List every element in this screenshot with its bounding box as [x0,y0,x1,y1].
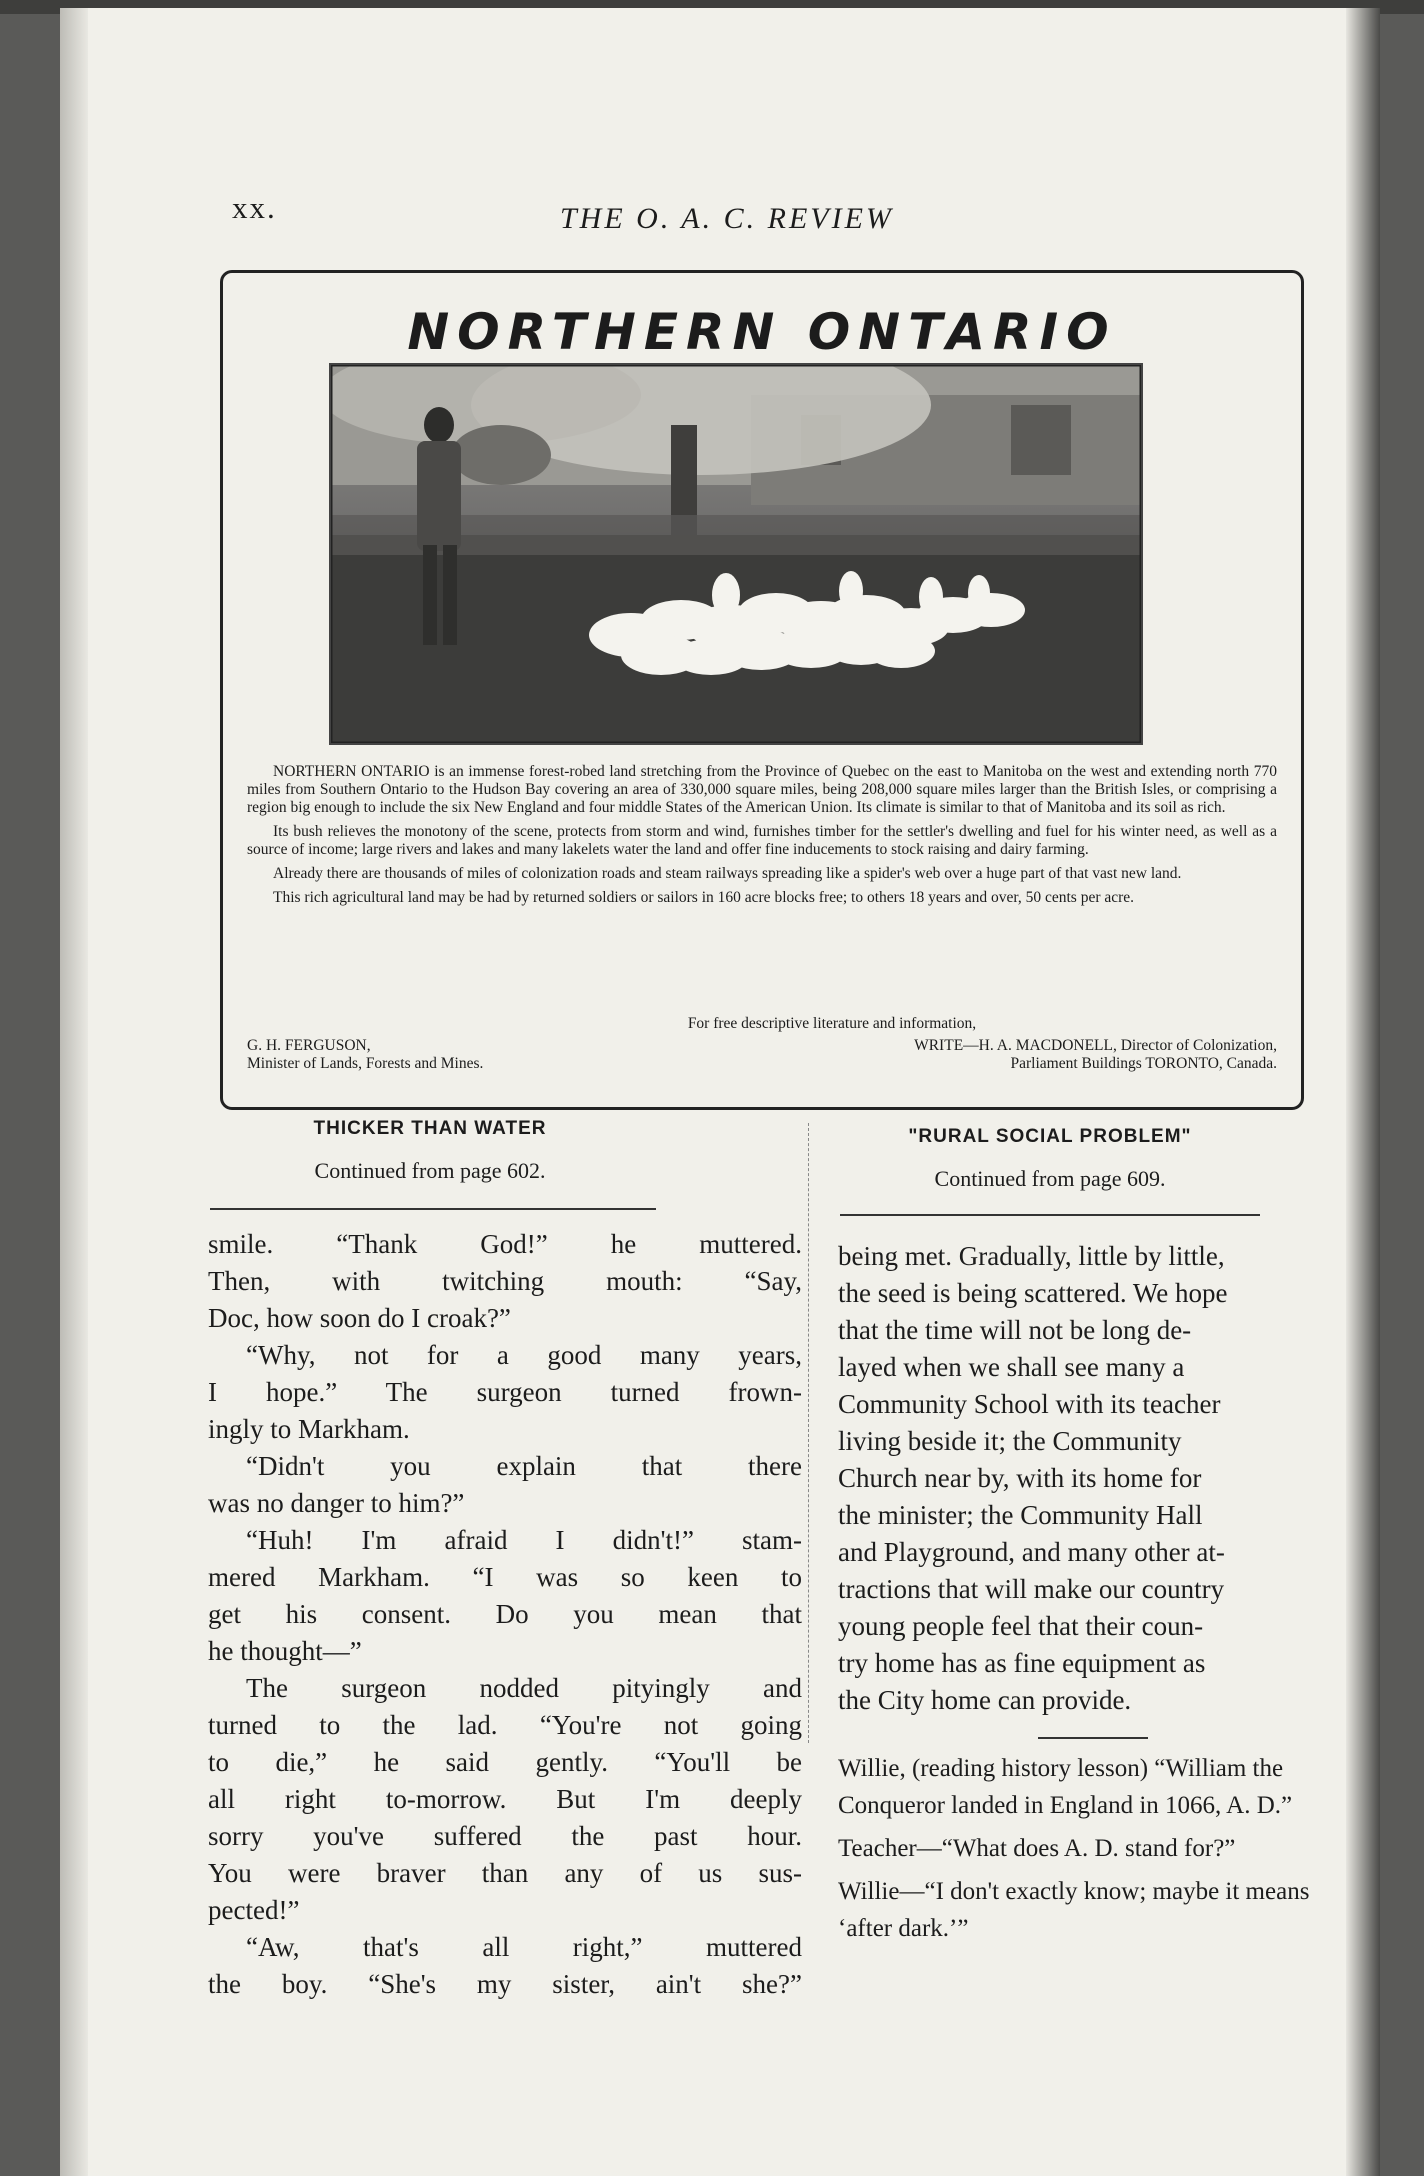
text-line: to die,” he said gently. “You'll be [208,1747,802,1777]
ad-footer [247,1015,1277,1073]
joke-line: Teacher—“What does A. D. stand for?” [838,1835,1236,1862]
text-line: mered Markham. “I was so keen to [208,1562,802,1592]
text-line: living beside it; the Community [838,1426,1182,1456]
text-line: I hope.” The surgeon turned frown- [208,1377,802,1407]
text-line: the minister; the Community Hall [838,1500,1203,1530]
left-column-rule [210,1208,656,1210]
ad-signatures [247,1037,1277,1073]
advertisement-box [220,270,1304,1110]
running-head: THE O. A. C. REVIEW [560,202,894,235]
text-line: tractions that will make our country [838,1574,1225,1604]
left-column-text [208,1226,802,2003]
text-line: try home has as fine equipment as [838,1648,1206,1678]
right-column-rule [840,1214,1260,1216]
text-line: he thought—” [208,1636,362,1666]
photo-farmer-body [417,441,461,551]
text-line: “Aw, that's all right,” muttered [246,1932,802,1962]
column-divider [808,1123,809,1743]
text-line: pected!” [208,1895,300,1925]
ad-photo-farmer-feeding-geese [329,363,1143,745]
ad-call-to-action: For free descriptive literature and information, [687,1015,977,1032]
text-line: “Why, not for a good many years, [246,1340,802,1370]
ad-paragraph: This rich agricultural land may be had by returned soldiers or sailors in 160 acre blocks free; to others 18 years and over, 50 cents per acre. [273,889,1135,906]
ad-paragraph: Its bush relieves the monotony of the scene, protects from storm and wind, furnishes timber for the settler's dwelling and fuel for his winter need, as well as a source of income; large rivers and lakes and many lakelets water the land and offer fine inducements to stock raising and dairy farming. [247,823,1277,858]
text-line: young people feel that their coun- [838,1611,1204,1641]
photo-farmer-leg [423,545,437,645]
ad-sig-left [247,1037,483,1073]
text-line: Doc, how soon do I croak?” [208,1303,511,1333]
right-column-heading: "RURAL SOCIAL PROBLEM" [908,1126,1192,1147]
text-line: sorry you've suffered the past hour. [208,1821,802,1851]
text-line: Community School with its teacher [838,1389,1221,1419]
joke-separator-rule [1038,1737,1148,1739]
text-line: the boy. “She's my sister, ain't she?” [208,1969,802,1999]
minister-name: G. H. FERGUSON, [247,1037,371,1054]
text-line: the City home can provide. [838,1685,1132,1715]
magazine-page [60,8,1380,2176]
page-spine-shadow [60,8,88,2176]
text-line: that the time will not be long de- [838,1315,1192,1345]
text-line: and Playground, and many other at- [838,1537,1225,1567]
text-line: layed when we shall see many a [838,1352,1185,1382]
right-column-continued: Continued from page 609. [934,1166,1166,1191]
photo-illustration [331,365,1141,743]
text-line: get his consent. Do you mean that [208,1599,802,1629]
left-column-heading: THICKER THAN WATER [313,1118,547,1139]
text-line: ingly to Markham. [208,1414,410,1444]
right-column-text [838,1238,1366,1719]
text-line: the seed is being scattered. We hope [838,1278,1228,1308]
photo-farmer-head [424,407,454,443]
joke-line: Willie—“I don't exactly know; maybe it means ‘after dark.’” [838,1878,1310,1942]
joke-line: Willie, (reading history lesson) “William the Conqueror landed in England in 1066, A. D.” [838,1755,1293,1819]
ad-body-text [247,763,1277,913]
text-line: was no danger to him?” [208,1488,465,1518]
ad-paragraph: Already there are thousands of miles of colonization roads and steam railways spreading like a spider's web over a huge part of that vast new land. [273,865,1182,882]
text-line: all right to-morrow. But I'm deeply [208,1784,802,1814]
left-column-continued: Continued from page 602. [314,1158,546,1183]
text-line: smile. “Thank God!” he muttered. [208,1229,802,1259]
text-line: Church near by, with its home for [838,1463,1202,1493]
minister-title: Minister of Lands, Forests and Mines. [247,1055,484,1072]
ad-title: NORTHERN ONTARIO [407,303,1117,361]
text-line: being met. Gradually, little by little, [838,1241,1225,1271]
text-line: “Huh! I'm afraid I didn't!” stam- [246,1525,802,1555]
address-line: Parliament Buildings TORONTO, Canada. [1010,1055,1277,1072]
photo-window [1011,405,1071,475]
text-line: “Didn't you explain that there [246,1451,802,1481]
joke-text [838,1750,1368,1953]
photo-shrub [451,425,551,485]
write-line: WRITE—H. A. MACDONELL, Director of Colonization, [914,1037,1277,1054]
text-line: turned to the lad. “You're not going [208,1710,802,1740]
ad-paragraph: NORTHERN ONTARIO is an immense forest-robed land stretching from the Province of Quebec on the east to Manitoba on the west and extending north 770 miles from Southern Ontario to the Hudson Bay covering an area of 330,000 square miles, being 208,000 square miles larger than the British Isles, or comprising a region big enough to include the six New England and four middle States of the American Union. Its climate is similar to that of Manitoba and its soil as rich. [247,763,1277,816]
photo-farmer-leg [443,545,457,645]
page-number: xx. [232,190,277,225]
text-line: You were braver than any of us sus- [208,1858,802,1888]
text-line: Then, with twitching mouth: “Say, [208,1266,802,1296]
ad-sig-right [914,1037,1277,1073]
text-line: The surgeon nodded pityingly and [246,1673,802,1703]
